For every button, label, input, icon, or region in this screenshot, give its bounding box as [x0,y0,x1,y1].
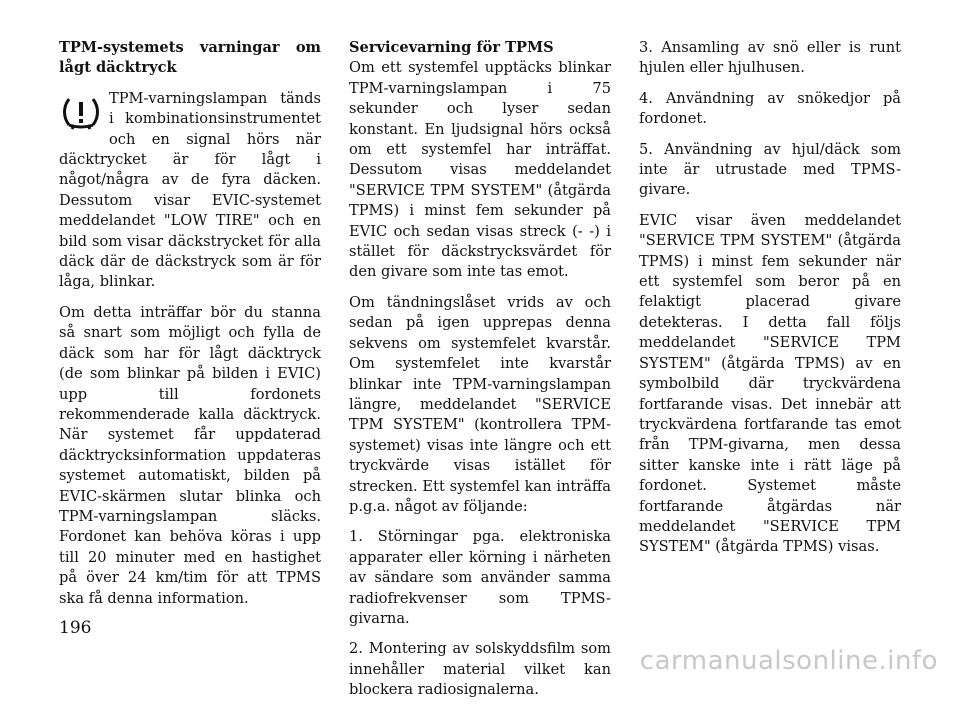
section-heading-tpm-warnings: TPM-systemets varningar om lågt däcktryck [59,39,321,77]
list-item-1: 1. Störningar pga. elektroniska apparater eller körning i närheten av sändare som använder samma radiofrekvenser som TPMS-givarna. [349,528,611,627]
section-heading-service-tpms: Servicevarning för TPMS [349,39,554,56]
page-number: 196 [59,618,92,638]
list-item-2: 2. Montering av solskyddsfilm som innehåller material vilket kan blockera radiosignalerna. [349,640,611,699]
list-item-5: 5. Användning av hjul/däck som inte är utrustade med TPMS-givare. [639,140,901,199]
paragraph-service-warning [349,38,611,283]
list-item-4: 4. Användning av snökedjor på fordonet. [639,89,901,128]
paragraph-ignition-cycle: Om tändningslåset vrids av och sedan på igen upprepas denna sekvens om systemfelet kvarstår. Om systemfelet inte kvarstår blinkar inte TPM-varningslampan längre, meddelandet "SERVICE TPM SYSTEM" (kontrollera TPM-systemet) visas inte längre och ett tryckvärde visas istället för strecken. Ett systemfel kan inträffa p.g.a. något av följande: [349,293,611,515]
column-1 [59,38,321,619]
list-item-3: 3. Ansamling av snö eller is runt hjulen eller hjulhusen. [639,39,901,77]
paragraph-text: TPM-varningslampan tänds i kombinationsinstrumentet och en signal hörs när däcktrycket är för lågt i något/några av de fyra däcken. Dessutom visar EVIC-systemet meddelandet "LOW TIRE" och en bild som visar däckstrycket för alla däck där de däckstryck som är för låga, blinkar. [59,89,321,291]
watermark: carmanualsonline.info [639,646,938,676]
tpms-warning-icon [59,93,103,135]
paragraph-misplaced-sensor: EVIC visar även meddelandet "SERVICE TPM SYSTEM" (åtgärda TPMS) i minst fem sekunder när ett systemfel som beror på en felaktigt placerad givare detekteras. I detta fall följs meddelandet "SERVICE TPM SYSTEM" (åtgärda TPMS) av en symbolbild där tryckvärdena fortfarande visas. Det innebär att tryckvärdena fortfarande tas emot från TPM-givarna, men dessa sitter kanske inte i rätt läge på fordonet. Systemet måste fortfarande åtgärdas när meddelandet "SERVICE TPM SYSTEM" (åtgärda TPMS) visas. [639,211,901,556]
column-3 [639,38,901,568]
paragraph-stop-and-fill: Om detta inträffar bör du stanna så snart som möjligt och fylla de däck som har för lågt däcktryck (de som blinkar på bilden i EVIC) upp till fordonets rekommenderade kalla däcktryck. När systemet får uppdaterad däcktrycksinformation uppdateras systemet automatiskt, bilden på EVIC-skärmen slutar blinka och TPM-varningslampan släcks. Fordonet kan behöva köras i upp till 20 minuter med en hastighet på över 24 km/tim för att TPMS ska få denna information. [59,303,321,607]
paragraph-text: Om ett systemfel upptäcks blinkar TPM-varningslampan i 75 sekunder och lyser sedan konstant. En ljudsignal hörs också om ett systemfel har inträffat. Dessutom visas meddelandet "SERVICE TPM SYSTEM" (åtgärda TPMS) i minst fem sekunder på EVIC och sedan visas streck (- -) i stället för däckstrycksvärdet för den givare som inte tas emot. [349,59,611,281]
paragraph-tpm-lamp [59,89,321,293]
column-2 [349,38,611,711]
